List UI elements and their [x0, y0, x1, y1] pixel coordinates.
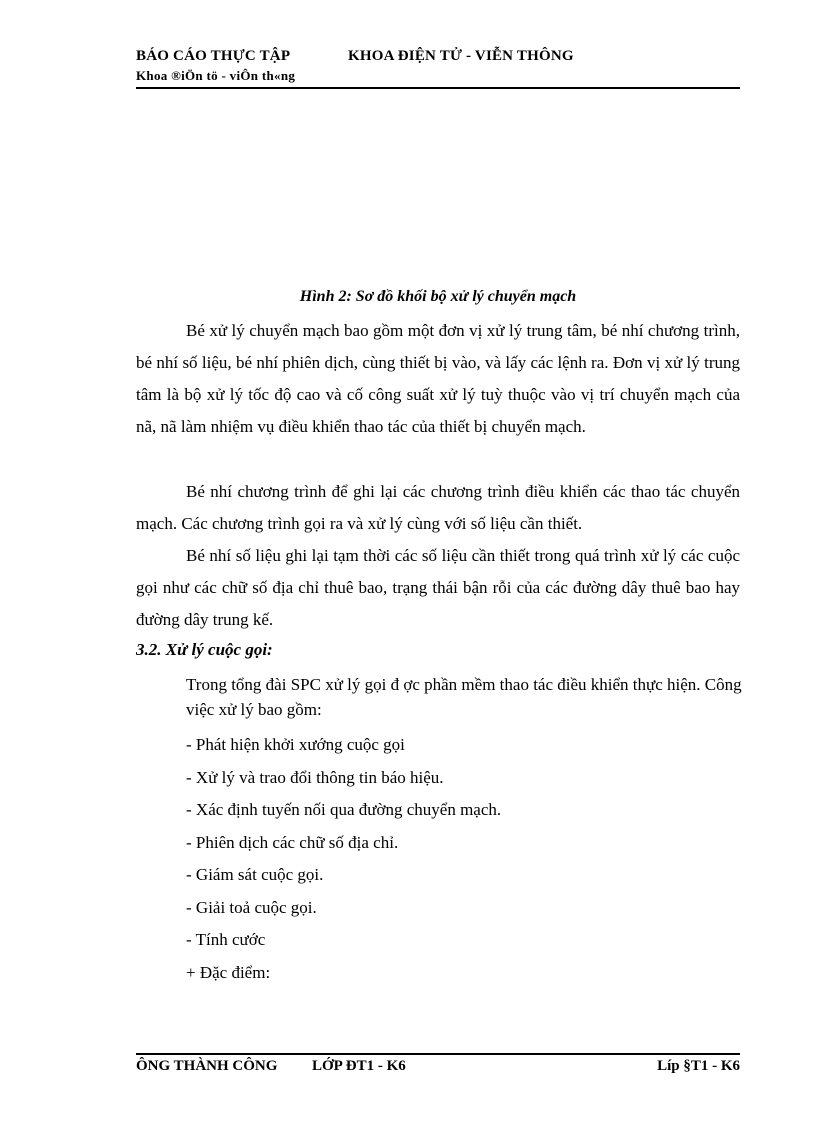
paragraph-1: Bé xử lý chuyển mạch bao gồm một đơn vị xử lý trung tâm, bé nhí chương trình, bé nhí số liệu, bé nhí phiên dịch, cùng thiết bị vào, và lấy các lệnh ra. Đơn vị xử lý trung tâm là bộ xử lý tốc độ cao và cố công suất xử lý tuỳ thuộc vào vị trí chuyển mạch của nã, nã làm nhiệm vụ điều khiển thao tác của thiết bị chuyển mạch. [136, 321, 740, 436]
header-faculty: KHOA ĐIỆN TỬ - VIỄN THÔNG [348, 48, 574, 64]
list-item: - Tính cước [186, 930, 266, 949]
figure-caption: Hình 2: Sơ đồ khối bộ xử lý chuyển mạch [299, 288, 577, 305]
list-item: + Đặc điểm: [186, 962, 271, 982]
list-item: - Phiên dịch các chữ số địa chỉ. [186, 832, 399, 852]
paragraph-2: Bé nhí chương trình để ghi lại các chương trình điều khiển các thao tác chuyển mạch. Các chương trình gọi ra và xử lý cùng với số liệu cần thiết. [136, 482, 740, 533]
paragraph-3: Bé nhí số liệu ghi lại tạm thời các số liệu cần thiết trong quá trình xử lý các cuộc gọi như các chữ số địa chỉ thuê bao, trạng thái bận rỗi của các đường dây thuê bao hay đường dây trung kế. [136, 546, 740, 629]
list-item: - Giám sát cuộc gọi. [186, 865, 324, 884]
section-intro: Trong tổng đài SPC xử lý gọi đ ợc phần mềm thao tác điều khiển thực hiện. Công việc xử lý bao gồm: [186, 675, 742, 719]
list-item: - Giải toả cuộc gọi. [186, 897, 317, 917]
footer-divider [136, 1053, 740, 1055]
task-list [186, 732, 501, 992]
header-divider [136, 87, 740, 89]
list-item: - Phát hiện khởi xướng cuộc gọi [186, 735, 405, 754]
page-header [136, 48, 740, 84]
footer-class-legacy: Líp §T1 - K6 [657, 1058, 740, 1074]
list-item: - Xác định tuyến nối qua đường chuyển mạch. [186, 800, 502, 819]
header-report-title: BÁO CÁO THỰC TẬP [136, 48, 291, 64]
section-heading: 3.2. Xử lý cuộc gọi: [136, 640, 273, 659]
header-subtitle: Khoa ®iÖn tö - viÔn th«ng [136, 68, 296, 83]
list-item: - Xử lý và trao đổi thông tin báo hiệu. [186, 767, 444, 787]
footer-class: LỚP ĐT1 - K6 [312, 1058, 406, 1074]
footer-author: ÔNG THÀNH CÔNG [136, 1058, 278, 1074]
